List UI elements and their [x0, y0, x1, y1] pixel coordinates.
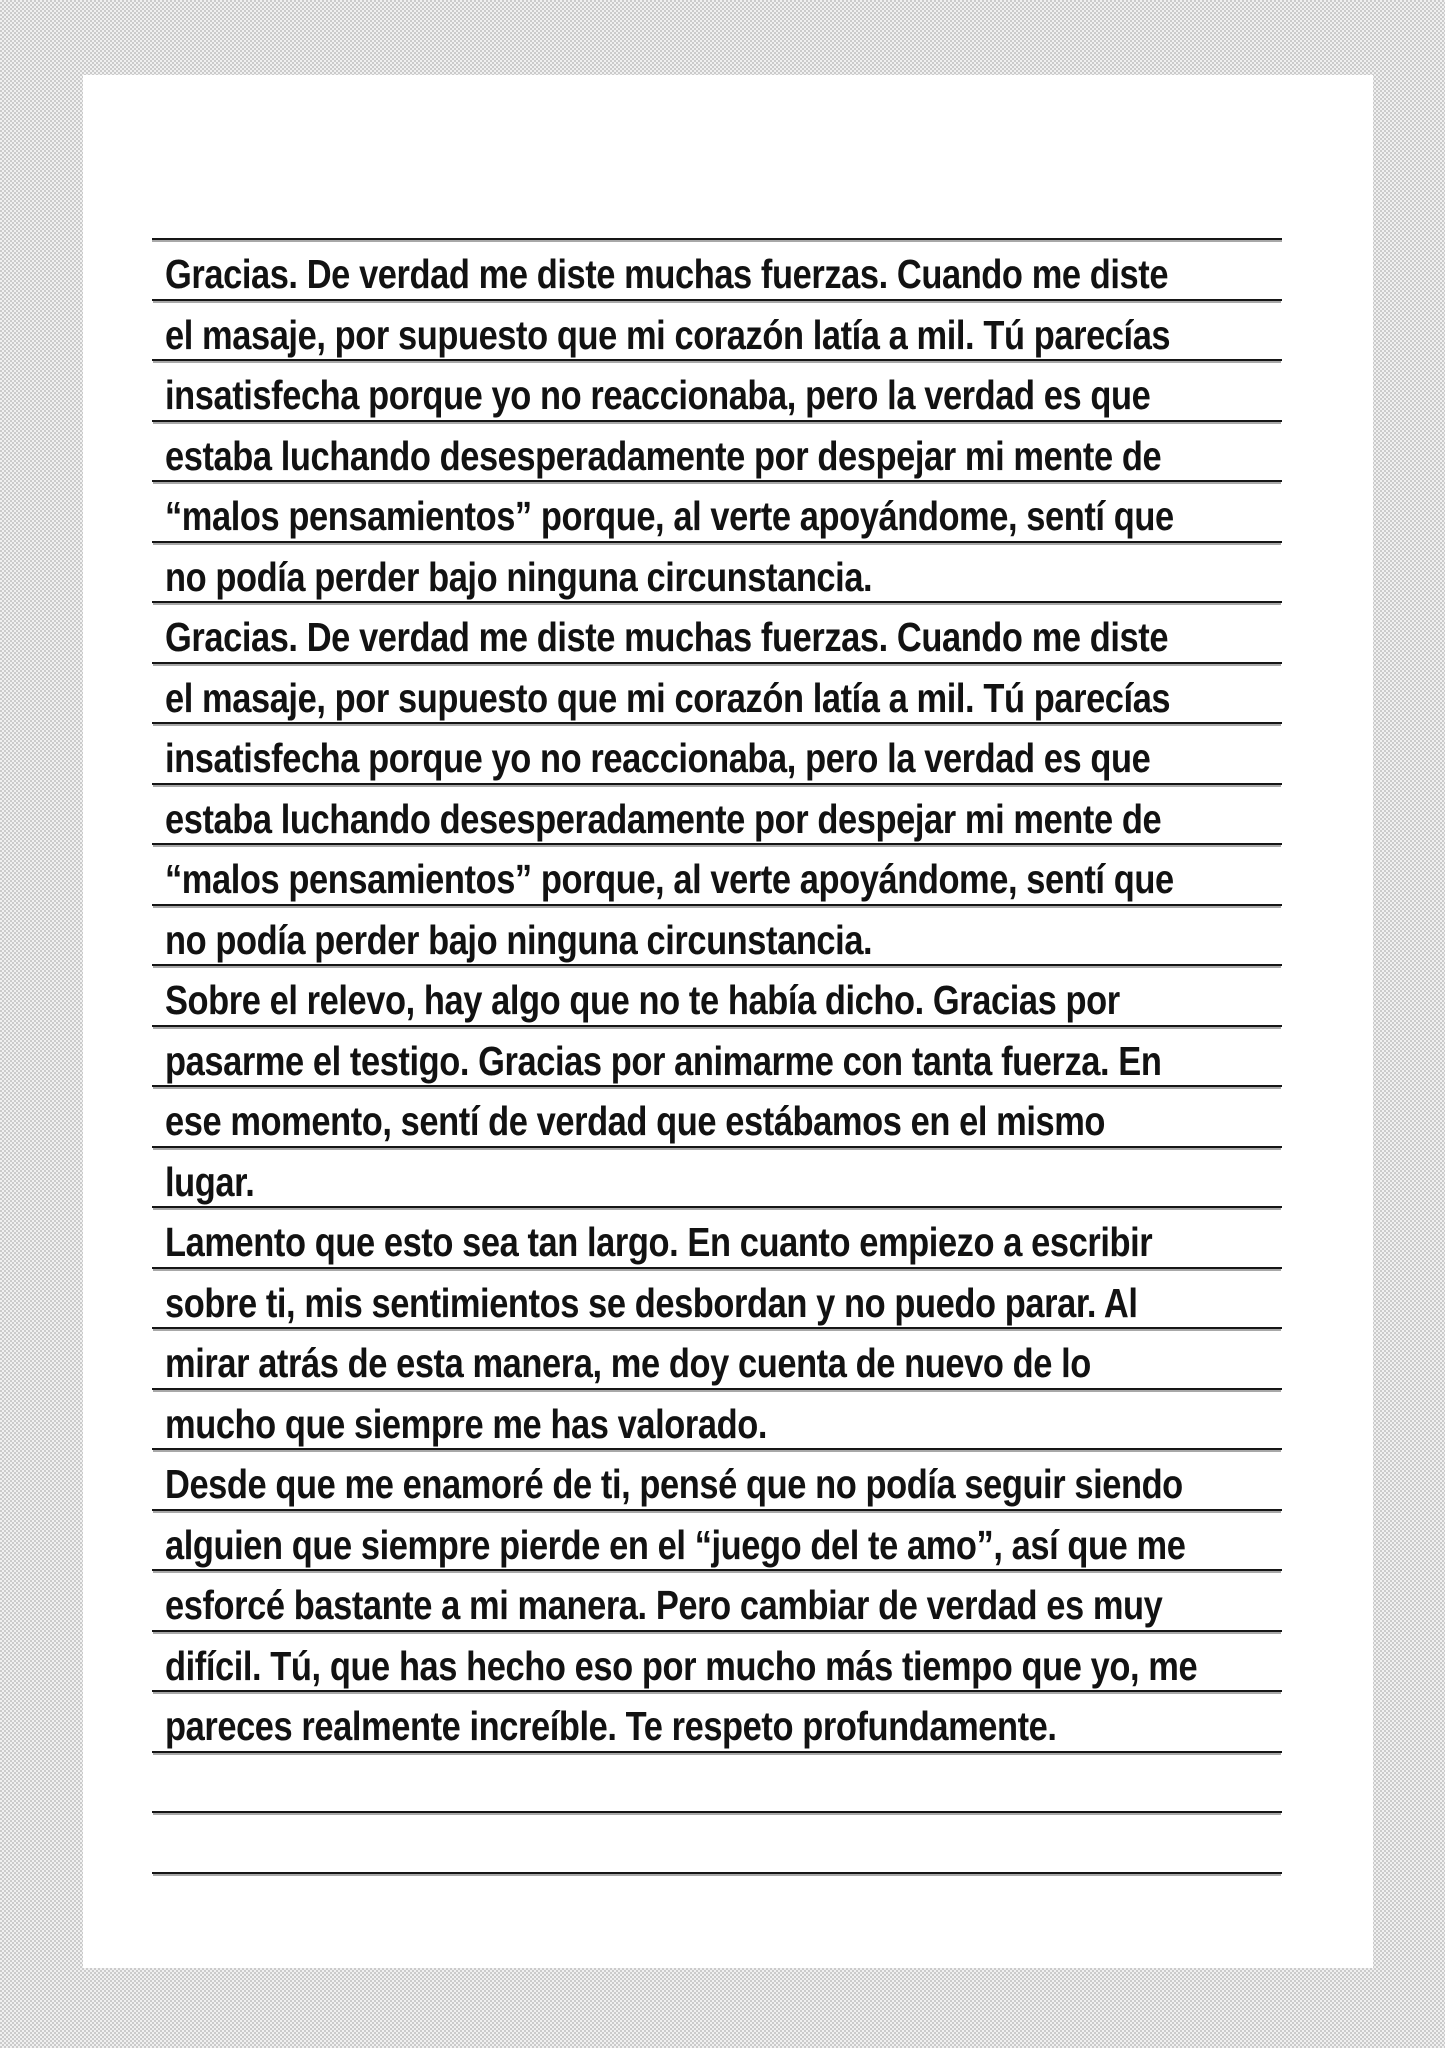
letter-line	[152, 301, 1282, 362]
letter-line	[152, 1087, 1282, 1148]
letter-line-text: mirar atrás de esta manera, me doy cuenta de nuevo de lo	[165, 1340, 1091, 1386]
letter-line	[152, 1390, 1282, 1451]
letter-line-text: Desde que me enamoré de ti, pensé que no podía seguir siendo	[165, 1461, 1183, 1507]
letter-line	[152, 361, 1282, 422]
letter-line-text: mucho que siempre me has valorado.	[165, 1400, 768, 1447]
letter-line-text: difícil. Tú, que has hecho eso por mucho más tiempo que yo, me	[165, 1642, 1198, 1689]
letter-line	[152, 664, 1282, 725]
letter-line-text: alguien que siempre pierde en el “juego del te amo”, así que me	[165, 1521, 1186, 1568]
letter-line-text: esforcé bastante a mi manera. Pero cambiar de verdad es muy	[165, 1582, 1163, 1628]
letter-line	[152, 1329, 1282, 1390]
letter-line-text: estaba luchando desesperadamente por despejar mi mente de	[165, 795, 1162, 842]
letter-line	[152, 1269, 1282, 1330]
letter-line-text: Gracias. De verdad me diste muchas fuerzas. Cuando me diste	[165, 614, 1169, 660]
letter-line	[152, 543, 1282, 604]
letter-line	[152, 1208, 1282, 1269]
letter-line-text: lugar.	[165, 1158, 255, 1205]
letter-page	[83, 75, 1373, 1968]
letter-line-text: sobre ti, mis sentimientos se desbordan y no puedo parar. Al	[165, 1279, 1138, 1326]
letter-line-text: estaba luchando desesperadamente por despejar mi mente de	[165, 432, 1162, 479]
letter-line-text: insatisfecha porque yo no reaccionaba, pero la verdad es que	[165, 372, 1151, 418]
letter-line-text: no podía perder bajo ninguna circunstancia.	[165, 916, 873, 963]
letter-line	[152, 1148, 1282, 1209]
letter-line	[152, 1450, 1282, 1511]
letter-line	[152, 845, 1282, 906]
letter-line	[152, 1692, 1282, 1753]
letter-line-text: insatisfecha porque yo no reaccionaba, pero la verdad es que	[165, 735, 1151, 781]
letter-line-text: Sobre el relevo, hay algo que no te había dicho. Gracias por	[165, 977, 1120, 1023]
letter-line	[152, 1511, 1282, 1572]
letter-line	[152, 422, 1282, 483]
letter-line-text: Lamento que esto sea tan largo. En cuanto empiezo a escribir	[165, 1219, 1153, 1265]
letter-line-text: el masaje, por supuesto que mi corazón latía a mil. Tú parecías	[165, 674, 1171, 721]
letter-line-text: ese momento, sentí de verdad que estábamos en el mismo	[165, 1098, 1106, 1144]
letter-line-empty	[152, 1813, 1282, 1874]
letter-line-text: “malos pensamientos” porque, al verte apoyándome, sentí que	[165, 856, 1174, 902]
letter-line	[152, 906, 1282, 967]
letter-line-text: no podía perder bajo ninguna circunstancia.	[165, 553, 873, 600]
letter-line	[152, 966, 1282, 1027]
letter-line	[152, 1571, 1282, 1632]
letter-line-text: el masaje, por supuesto que mi corazón latía a mil. Tú parecías	[165, 311, 1171, 358]
letter-line	[152, 724, 1282, 785]
letter-line-text: Gracias. De verdad me diste muchas fuerzas. Cuando me diste	[165, 251, 1169, 297]
letter-line	[152, 785, 1282, 846]
letter-line	[152, 1632, 1282, 1693]
letter-line	[152, 240, 1282, 301]
ruled-lines	[152, 238, 1282, 1874]
letter-line	[152, 482, 1282, 543]
letter-line	[152, 603, 1282, 664]
letter-line-text: pareces realmente increíble. Te respeto profundamente.	[165, 1703, 1057, 1749]
letter-line-text: “malos pensamientos” porque, al verte apoyándome, sentí que	[165, 493, 1174, 539]
letter-line	[152, 1027, 1282, 1088]
letter-line-text: pasarme el testigo. Gracias por animarme con tanta fuerza. En	[165, 1037, 1162, 1084]
letter-line-empty	[152, 1753, 1282, 1814]
